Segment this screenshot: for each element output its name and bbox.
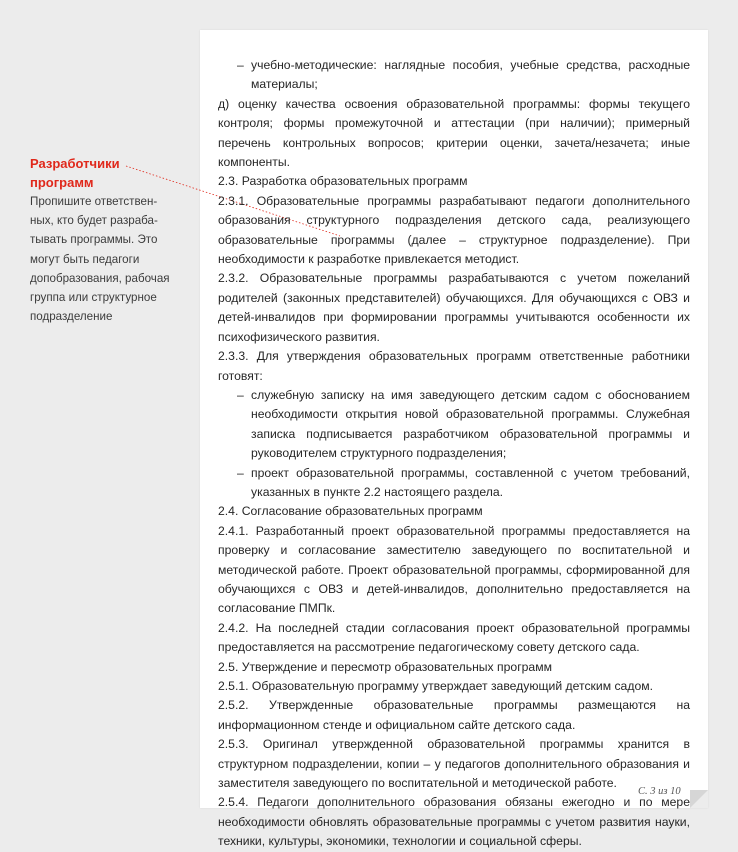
paragraph-2-3-3: 2.3.3. Для утверждения образовательных программ ответственные работники готовят: (218, 349, 690, 383)
paragraph-2-4-1: 2.4.1. Разработанный проект образовательной программы предоставляется на проверку и согласование заместителю заведующего по воспитательной и методической работе. Проект образовательной программы, сформированной для обучающихся с ОВЗ и детей-инвалидов, дополнительно предоставляется на согласование ПМПк. (218, 523, 690, 616)
note-text-line: группа или структурное (30, 291, 157, 305)
note-text-line: подразделение (30, 310, 113, 324)
page-number: С. 3 из 10 (638, 786, 681, 797)
page-corner-fold (690, 790, 708, 808)
paragraph-2-5-4: 2.5.4. Педагоги дополнительного образования обязаны ежегодно и по мере необходимости обновлять образовательные программы с учетом развития науки, техники, культуры, экономики, технологии и социальной сферы. (218, 795, 690, 849)
note-text-line: ных, кто будет разраба- (30, 214, 158, 228)
list-item-dash: – учебно-методические: наглядные пособия, учебные средства, расходные материалы; (218, 56, 690, 95)
note-text-line: тывать программы. Это (30, 233, 158, 247)
note-title-line-1: Разработчики (30, 156, 120, 171)
list-item-dash: – проект образовательной программы, составленной с учетом требований, указанных в пункте 2.2 настоящего раздела. (218, 464, 690, 503)
section-heading-2-4: 2.4. Согласование образовательных программ (218, 504, 483, 519)
paragraph-2-4-2: 2.4.2. На последней стадии согласования проект образовательной программы предоставляется на рассмотрение педагогическому совету детского сада. (218, 620, 690, 655)
paragraph-item-d: д) оценку качества освоения образовательной программы: формы текущего контроля; формы промежуточной и аттестации (при наличии); примерный перечень контрольных вопросов; критерии оценки, зачета/незачета; иные компоненты. (218, 96, 690, 170)
note-text-line: Пропишите ответствен- (30, 195, 158, 208)
paragraph-2-5-3: 2.5.3. Оригинал утвержденной образовательной программы хранится в структурном подразделении, копии – у педагогов дополнительного образования и заместителя заведующего по воспитательной и методической работе. (218, 737, 690, 791)
note-text-line: допобразования, рабочая (30, 271, 170, 285)
note-title-line-2: программ (30, 175, 94, 190)
note-text-line: могут быть педагоги (30, 252, 140, 266)
list-item-dash: – служебную записку на имя заведующего детским садом с обоснованием необходимости открытия новой образовательной программы. Служебная записка подписывается разработчиком образовательной программы и руководителем структурного подразделения; (218, 386, 690, 464)
paragraph-2-5-2: 2.5.2. Утвержденные образовательные программы размещаются на информационном стенде и официальном сайте детского сада. (218, 698, 690, 732)
section-heading-2-3: 2.3. Разработка образовательных программ (218, 174, 468, 189)
margin-note (30, 154, 180, 326)
paragraph-2-3-2: 2.3.2. Образовательные программы разрабатываются с учетом пожеланий родителей (законных представителей) обучающихся. Для обучающихся с ОВЗ и детей-инвалидов при формировании программы учитываются особенности их психофизического развития. (218, 271, 690, 344)
paragraph-2-5-1: 2.5.1. Образовательную программу утверждает заведующий детским садом. (218, 679, 653, 693)
section-heading-2-5: 2.5. Утверждение и пересмотр образовательных программ (218, 659, 552, 674)
document-body (218, 56, 690, 852)
paragraph-2-3-1: 2.3.1. Образовательные программы разрабатывают педагоги дополнительного образования структурного подразделения детского сада, реализующего образовательные программы (далее – структурное подразделение). При необходимости к разработке привлекается методист. (218, 193, 690, 267)
